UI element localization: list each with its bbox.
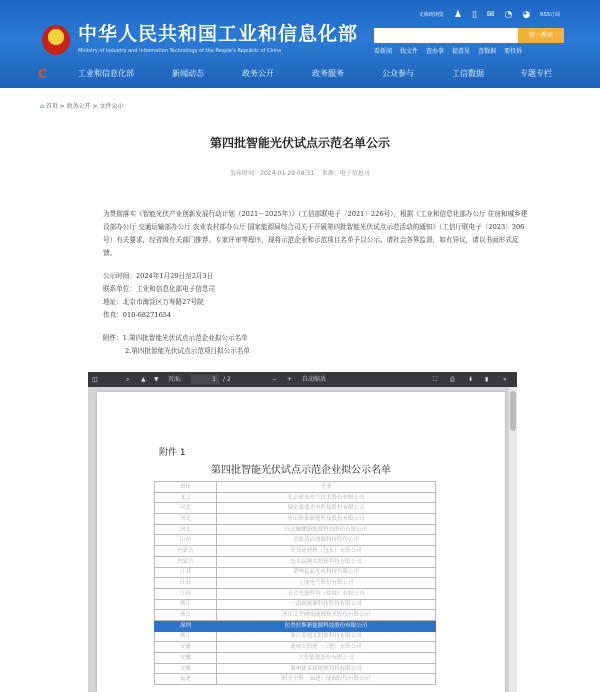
- province-cell: 浙江: [155, 610, 217, 621]
- weibo-icon[interactable]: ◕: [522, 10, 531, 20]
- publish-time: 发布时间：2024-01-29 08:31: [230, 170, 315, 177]
- province-cell: 浙江: [155, 599, 217, 610]
- province-cell: 安徽: [155, 663, 217, 674]
- download-icon[interactable]: ⬇: [468, 376, 474, 383]
- site-header: [0, 0, 600, 88]
- table-row: [155, 578, 436, 589]
- quick-links: [374, 47, 522, 56]
- province-cell: 安徽: [155, 653, 217, 664]
- company-cell: 唐山海泰新能科技股份有限公司: [217, 514, 436, 525]
- table-row: [155, 599, 436, 610]
- company-table: [154, 481, 436, 685]
- table-row: [155, 610, 436, 621]
- more-tools-icon[interactable]: »: [503, 376, 507, 383]
- quick-link[interactable]: 要投诉: [504, 48, 523, 55]
- company-cell: 阳光中科（福建）能源股份有限公司: [217, 674, 436, 685]
- company-cell: 保定嘉盛光电科技股份有限公司: [217, 503, 436, 514]
- pdf-document-title: 第四批智能光伏试点示范企业拟公示名单: [211, 465, 391, 476]
- table-row: [155, 535, 436, 546]
- province-cell: 深圳: [155, 620, 217, 631]
- province-cell: 江苏: [155, 588, 217, 599]
- mail-icon[interactable]: ✉: [486, 10, 495, 20]
- quick-link[interactable]: 找文件: [400, 48, 419, 55]
- table-row: [155, 674, 436, 685]
- company-cell: 浙江爱旭太阳能科技有限公司: [217, 631, 436, 642]
- scrollbar-thumb[interactable]: [510, 391, 516, 431]
- company-cell: 滁州捷泰新能源科技有限公司: [217, 663, 436, 674]
- province-cell: 河北: [155, 503, 217, 514]
- next-page-icon[interactable]: ▼: [154, 376, 159, 383]
- wechat-icon[interactable]: ◔: [504, 10, 513, 20]
- nav-item[interactable]: 公众参与: [382, 69, 414, 78]
- page-label: 页面:: [168, 376, 183, 383]
- scrollbar[interactable]: [509, 387, 517, 692]
- nav-item[interactable]: 工信数据: [452, 69, 484, 78]
- company-cell: 天合光能科技（盐城）有限公司: [217, 588, 436, 599]
- pdf-page: [97, 392, 505, 692]
- company-cell: 浙江艾罗网络能源技术股份有限公司: [217, 610, 436, 621]
- site-title[interactable]: 中华人民共和国工业和信息化部: [78, 23, 359, 45]
- province-cell: 江苏: [155, 578, 217, 589]
- province-cell: 内蒙古: [155, 556, 217, 567]
- company-cell: 包头晶澳太阳能科技有限公司: [217, 556, 436, 567]
- table-row: [155, 514, 436, 525]
- rss-link[interactable]: RSS订阅: [540, 12, 560, 18]
- table-row: [155, 642, 436, 653]
- table-row: [155, 620, 436, 631]
- print-icon[interactable]: ⎙: [450, 376, 455, 383]
- company-cell: 英良硅材料（包头）有限公司: [217, 546, 436, 557]
- sidebar-toggle-icon[interactable]: ◫: [92, 376, 98, 383]
- info-line: 公示时间：2024年1月29日至2月3日: [103, 272, 214, 280]
- province-cell: 福建: [155, 674, 217, 685]
- nav-item[interactable]: 新闻动态: [172, 69, 204, 78]
- company-cell: 通威太阳能（合肥）有限公司: [217, 642, 436, 653]
- company-cell: 河北颐鹏新能源科技股份有限公司: [217, 524, 436, 535]
- quick-link[interactable]: 查数据: [478, 48, 497, 55]
- company-cell: 一道新能源科技股份有限公司: [217, 599, 436, 610]
- source: 来源：电子信息司: [321, 170, 370, 177]
- info-line: 传真：010-68271654: [103, 311, 172, 319]
- nav-item[interactable]: 政务服务: [312, 69, 344, 78]
- previous-page-icon[interactable]: ▲: [141, 376, 146, 383]
- company-cell: 上能电气股份有限公司: [217, 578, 436, 589]
- nav-item[interactable]: 政务公开: [242, 69, 274, 78]
- zoom-in-button[interactable]: +: [287, 376, 293, 383]
- table-row: [155, 546, 436, 557]
- province-cell: 北京: [155, 492, 217, 503]
- pdf-toolbar: [88, 372, 517, 387]
- main-nav: [0, 62, 600, 86]
- bookmark-icon[interactable]: ▮: [485, 376, 489, 383]
- nav-item[interactable]: 工业和信息化部: [78, 69, 134, 78]
- company-cell: 北京索英电气技术股份有限公司: [217, 492, 436, 503]
- table-row: [155, 631, 436, 642]
- table-row: [155, 503, 436, 514]
- search-button[interactable]: 统一搜索: [518, 28, 564, 43]
- quick-link[interactable]: 提意见: [452, 48, 471, 55]
- province-cell: 山西: [155, 535, 217, 546]
- mobile-icon[interactable]: ▯: [471, 10, 477, 20]
- search-icon[interactable]: ⌕: [126, 376, 130, 383]
- company-cell: 晋能清洁能源科技股份公司: [217, 535, 436, 546]
- c-logo-icon: C: [38, 67, 47, 81]
- breadcrumb: ⌂ 首页 > 政务公开 > 文件公示: [40, 103, 124, 110]
- table-row: [155, 653, 436, 664]
- province-cell: 江苏: [155, 567, 217, 578]
- info-line: 地址：北京市海淀区万寿路27号院: [103, 298, 204, 306]
- home-icon[interactable]: ⌂: [40, 103, 44, 110]
- page-total: / 2: [223, 376, 231, 383]
- province-cell: 河北: [155, 524, 217, 535]
- province-cell: 安徽: [155, 642, 217, 653]
- table-row: [155, 524, 436, 535]
- national-emblem-logo: [42, 25, 70, 55]
- page-title: 第四批智能光伏试点示范名单公示: [209, 136, 390, 150]
- province-cell: 内蒙古: [155, 546, 217, 557]
- robot-icon[interactable]: ♟: [453, 10, 462, 20]
- attachment-link[interactable]: 2.第四批智能光伏试点示范项目拟公示名单: [125, 347, 250, 355]
- zoom-select[interactable]: 自动缩放: [302, 376, 327, 383]
- page-number-input[interactable]: 1: [191, 375, 219, 384]
- table-row: [155, 556, 436, 567]
- breadcrumb-item[interactable]: 政务公开: [66, 103, 91, 110]
- province-cell: 浙江: [155, 631, 217, 642]
- quick-link[interactable]: 看新闻: [374, 48, 393, 55]
- table-header-row: [155, 482, 436, 493]
- pdf-viewer: [88, 372, 517, 692]
- nav-item[interactable]: 专题专栏: [520, 69, 552, 78]
- header-province: 省份: [155, 482, 217, 493]
- zoom-out-button[interactable]: −: [272, 376, 278, 383]
- fullscreen-icon[interactable]: ⛶: [433, 376, 438, 383]
- accessibility-link[interactable]: 无障碍浏览: [418, 12, 444, 18]
- breadcrumb-item[interactable]: 文件公示: [99, 103, 124, 110]
- breadcrumb-home[interactable]: 首页: [45, 103, 58, 110]
- attachment-link[interactable]: 附件：1.第四批智能光伏试点示范企业拟公示名单: [103, 334, 248, 342]
- company-cell: 大恒能源股份有限公司: [217, 653, 436, 664]
- site-subtitle: Ministry of Industry and Information Technology of the People's Republic of China: [78, 48, 282, 54]
- table-row: [155, 492, 436, 503]
- article-paragraph: 为贯彻落实《智能光伏产业创新发展行动计划（2021－2025年）》（工信部联电子〔2021〕226号），根据《工业和信息化部办公厅 住房和城乡建设部办公厅 交通运输部办公厅 农业农村部办公厅 国家能源局综合司关于开展第四批智能光伏试点示范活动的通知》（工信厅联电子〔2023〕306号）有关要求，经省级有关部门推荐、专家评审等程序，现将示范企业和示范项目名单予以公示。请社会各界监督，如有异议，请以书面形式反馈。: [103, 210, 528, 257]
- top-links: [419, 10, 560, 20]
- article-body: [88, 208, 528, 357]
- table-row: [155, 588, 436, 599]
- table-row: [155, 567, 436, 578]
- company-cell: 常州亿晶光电科技有限公司: [217, 567, 436, 578]
- attachment-label: 附件 1: [159, 448, 186, 458]
- province-cell: 河北: [155, 514, 217, 525]
- company-cell: 拉普拉斯新能源科技股份有限公司: [217, 620, 436, 631]
- article-meta: [0, 169, 600, 178]
- quick-link[interactable]: 查办事: [426, 48, 445, 55]
- header-company: 企业: [217, 482, 436, 493]
- info-line: 联系单位：工业和信息化部电子信息司: [103, 285, 216, 293]
- table-row: [155, 663, 436, 674]
